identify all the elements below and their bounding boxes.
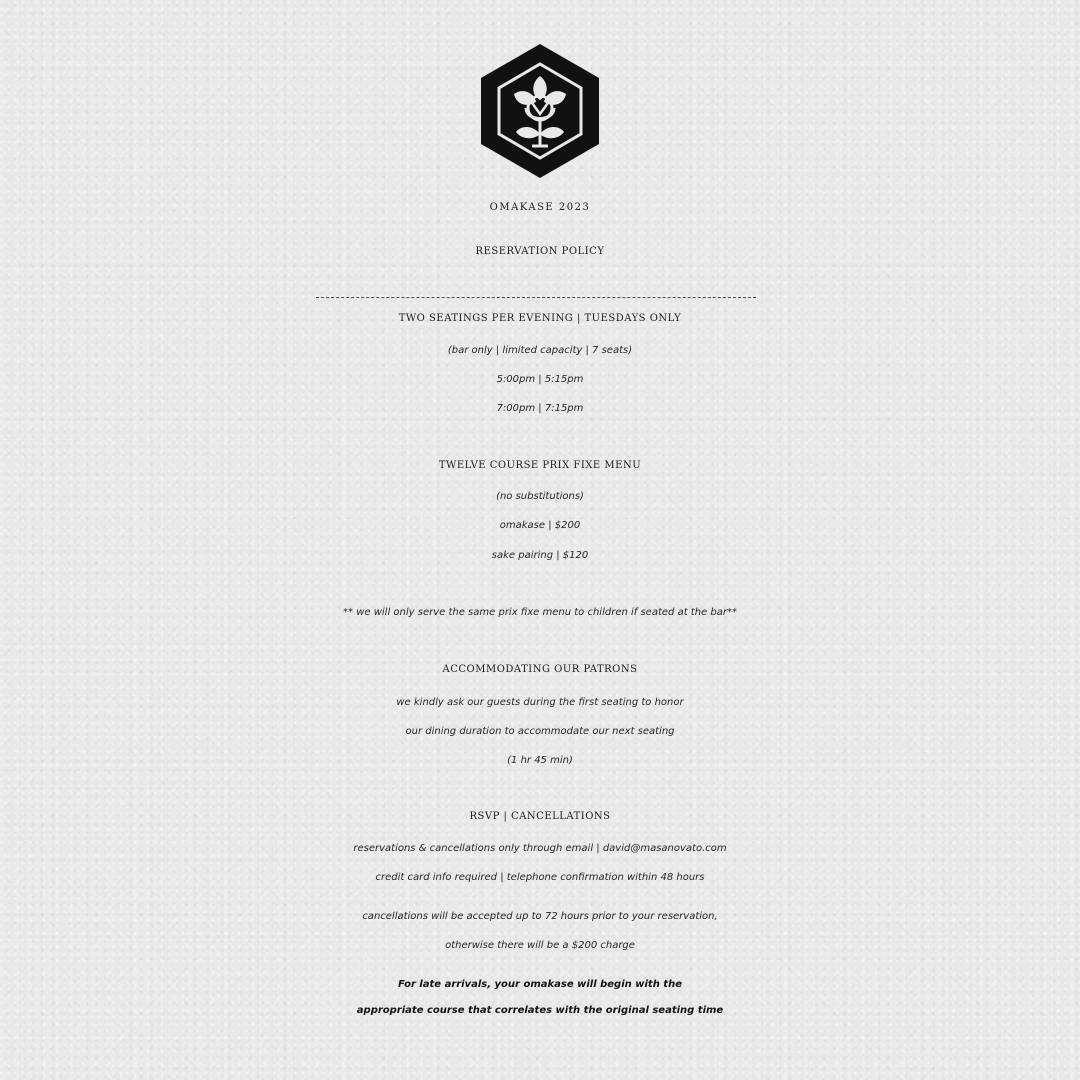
late-arrival-line-1: For late arrivals, your omakase will begin with the (398, 979, 682, 990)
menu-subtitle: OMAKASE 2023 (489, 202, 591, 213)
menu-heading: TWELVE COURSE PRIX FIXE MENU (438, 460, 642, 471)
menu-detail: (no substitutions) (496, 491, 584, 502)
seating-time-second: 7:00pm | 7:15pm (496, 403, 584, 414)
hexagon-crest-flower-icon (478, 42, 602, 180)
cancellation-line-1: cancellations will be accepted up to 72 hours prior to your reservation, (362, 911, 718, 922)
patrons-line-1: we kindly ask our guests during the first seating to honor (396, 697, 684, 708)
patrons-duration: (1 hr 45 min) (507, 755, 573, 766)
late-arrival-line-2: appropriate course that correlates with the original seating time (356, 1005, 724, 1016)
children-note: ** we will only serve the same prix fixe menu to children if seated at the bar** (343, 607, 737, 618)
rsvp-line-credit-card: credit card info required | telephone confirmation within 48 hours (375, 872, 705, 883)
patrons-line-2: our dining duration to accommodate our next seating (405, 726, 675, 737)
seatings-heading: TWO SEATINGS PER EVENING | TUESDAYS ONLY (398, 313, 682, 324)
omakase-price: omakase | $200 (499, 520, 581, 531)
patrons-heading: ACCOMMODATING OUR PATRONS (442, 664, 638, 675)
seating-time-first: 5:00pm | 5:15pm (496, 374, 584, 385)
rsvp-line-email: reservations & cancellations only through email | david@masanovato.com (353, 843, 727, 854)
cancellation-line-2: otherwise there will be a $200 charge (445, 940, 635, 951)
seatings-detail: (bar only | limited capacity | 7 seats) (447, 345, 633, 356)
sake-pairing-price: sake pairing | $120 (491, 550, 589, 561)
rsvp-heading: RSVP | CANCELLATIONS (469, 811, 611, 822)
title-divider (316, 297, 756, 298)
page-title: RESERVATION POLICY (475, 246, 605, 257)
